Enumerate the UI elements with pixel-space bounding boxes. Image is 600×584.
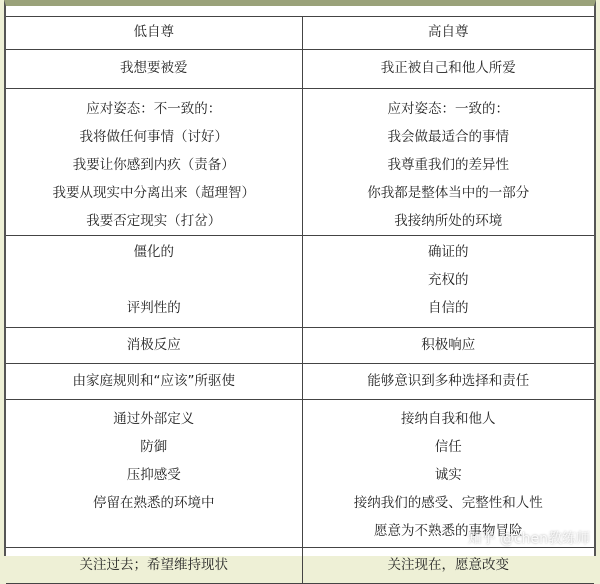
cell-text: 消极反应 bbox=[126, 337, 181, 353]
cell-text: 我正被自己和他人所爱 bbox=[380, 60, 516, 76]
cell-text: 关注现在，愿意改变 bbox=[387, 557, 509, 573]
cell-text: 我会做最适合的事情 bbox=[387, 129, 509, 145]
header-high-self-esteem: 高自尊 bbox=[302, 17, 594, 50]
cell-text: 我尊重我们的差异性 bbox=[387, 157, 509, 173]
cell-text: 我要否定现实（打岔） bbox=[86, 213, 222, 229]
cell-low bbox=[6, 364, 302, 400]
cell-text: 自信的 bbox=[428, 300, 469, 316]
cell-high bbox=[302, 400, 594, 548]
cell-high bbox=[302, 50, 594, 89]
cell-high bbox=[302, 328, 594, 364]
table-row bbox=[6, 548, 594, 584]
cell-text: 僵化的 bbox=[133, 244, 174, 260]
cell-text: 我要让你感到内疚（责备） bbox=[72, 157, 235, 173]
cell-text: 应对姿态：不一致的： bbox=[86, 101, 222, 117]
table-row bbox=[6, 89, 594, 236]
cell-text: 能够意识到多种选择和责任 bbox=[367, 373, 530, 389]
cell-text: 接纳我们的感受、完整性和人性 bbox=[353, 495, 543, 511]
cell-text: 防御 bbox=[140, 439, 168, 455]
cell-text: 由家庭规则和“应该”所驱使 bbox=[72, 373, 235, 389]
cell-text: 我接纳所处的环境 bbox=[394, 213, 503, 229]
table-row bbox=[6, 364, 594, 400]
table-row bbox=[6, 50, 594, 89]
cell-text: 我将做任何事情（讨好） bbox=[79, 129, 228, 145]
table-row bbox=[6, 236, 594, 328]
cell-text: 诚实 bbox=[434, 467, 462, 483]
cell-text: 通过外部定义 bbox=[113, 411, 195, 427]
table-row bbox=[6, 400, 594, 548]
cell-text: 信任 bbox=[434, 439, 462, 455]
cell-text: 压抑感受 bbox=[126, 467, 181, 483]
cell-text: 你我都是整体当中的一部分 bbox=[367, 185, 530, 201]
header-low-self-esteem: 低自尊 bbox=[6, 17, 302, 50]
cell-text: 积极响应 bbox=[421, 337, 476, 353]
cell-text: 接纳自我和他人 bbox=[401, 411, 496, 427]
cell-low bbox=[6, 400, 302, 548]
cell-text: 停留在熟悉的环境中 bbox=[93, 495, 215, 511]
cell-high bbox=[302, 89, 594, 236]
cell-high bbox=[302, 548, 594, 584]
cell-text: 评判性的 bbox=[126, 300, 181, 316]
cell-text bbox=[6, 266, 302, 294]
zhihu-watermark: 知乎 @chen教练师 bbox=[467, 531, 590, 547]
table-row bbox=[6, 328, 594, 364]
cell-text: 关注过去；希望维持现状 bbox=[79, 557, 228, 573]
cell-text: 我要从现实中分离出来（超理智） bbox=[52, 185, 255, 201]
cell-high bbox=[302, 236, 594, 328]
cell-text: 应对姿态：一致的： bbox=[387, 101, 509, 117]
cell-high bbox=[302, 364, 594, 400]
cell-low bbox=[6, 236, 302, 328]
document-frame bbox=[4, 0, 596, 573]
cell-low bbox=[6, 548, 302, 584]
cell-low bbox=[6, 328, 302, 364]
self-esteem-comparison-table bbox=[6, 16, 594, 584]
cell-text: 我想要被爱 bbox=[120, 60, 188, 76]
cell-low bbox=[6, 50, 302, 89]
cell-low bbox=[6, 89, 302, 236]
table-header-row bbox=[6, 17, 594, 50]
cell-text: 确证的 bbox=[428, 244, 469, 260]
cell-text: 充权的 bbox=[428, 272, 469, 288]
cell-text: 愿意为不熟悉的事物冒险 bbox=[374, 523, 523, 539]
